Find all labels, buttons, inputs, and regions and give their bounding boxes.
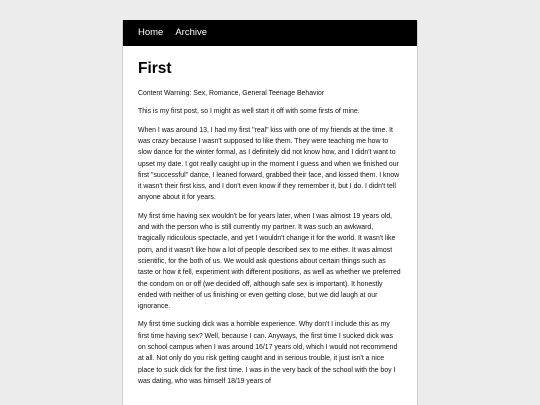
- post-paragraph: My first time having sex wouldn't be for years later, when I was almost 19 years old, and with the person who is still currently my partner. It was such an awkward, tragically ridiculous spectacle, and yet I wouldn't change it for the world. It wasn't like porn, and it wasn't like how a lot of people described sex to me either. It was almost scientific, for the both of us. We would ask questions about certain things such as taste or how it fell, experiment with different positions, as well as whether we preferred the condom on or off (we decided off, although safe sex is important). It honestly ended with neither of us finishing or even getting close, but we did laugh at our ignorance.: [138, 212, 401, 311]
- post-paragraph: When I was around 13, I had my first "real" kiss with one of my friends at the time. It was crazy because I wasn't supposed to like them. They were teaching me how to slow dance for the winter formal, as I definitely did not know how, and I didn't want to upset my date. I got really caught up in the moment I guess and when we finished our first "successful" dance, I leaned forward, grabbed their face, and kissed them. I know it wasn't their first kiss, and I don't even know if they remember it, but I do. I didn't tell anyone about it for years.: [138, 126, 400, 202]
- nav-link-archive[interactable]: Archive: [175, 27, 208, 39]
- post-title: First: [138, 60, 172, 77]
- post-paragraph: This is my first post, so I might as well start it off with some firsts of mine.: [138, 108, 360, 116]
- post-content: [123, 60, 417, 387]
- blog-page: [122, 20, 418, 405]
- post-paragraph: My first time sucking dick was a horrible experience. Why don't I include this as my first time having sex? Well, because I can. Anyways, the first time I sucked dick was on school campus when I was around 16/17 years old, which I would not recommend at all. Not only do you risk getting caught and in serious trouble, it just isn't a nice place to suck dick for the first time. I was in the very back of the school with the boy I was dating, who was himself 18/19 years of: [138, 321, 398, 385]
- top-navbar: [123, 20, 417, 46]
- content-warning: Content Warning: Sex, Romance, General Teenage Behavior: [138, 90, 325, 98]
- nav-link-home[interactable]: Home: [138, 27, 164, 39]
